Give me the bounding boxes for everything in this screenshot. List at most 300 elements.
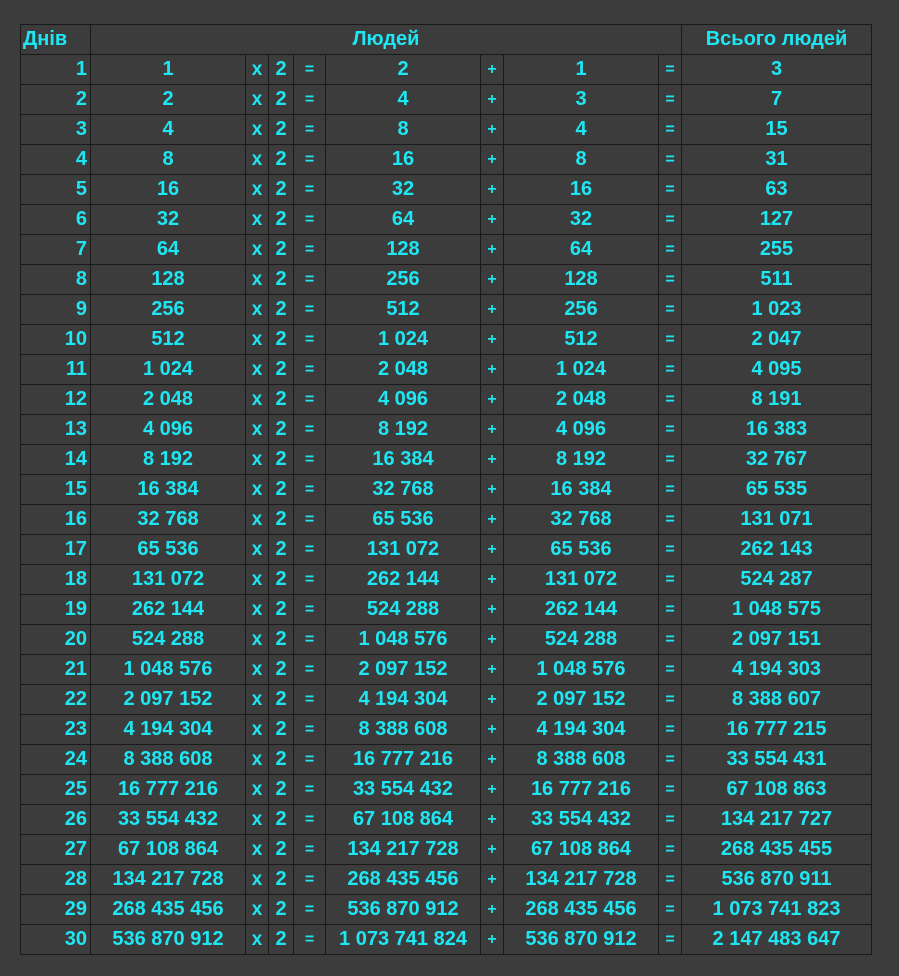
equals-sign: = <box>659 235 682 265</box>
equals-sign: = <box>659 145 682 175</box>
people-cell: 131 072 <box>91 565 246 595</box>
total-cell: 511 <box>682 265 872 295</box>
table-row <box>21 685 872 715</box>
times-sign: х <box>246 565 269 595</box>
day-cell: 23 <box>21 715 91 745</box>
previous-total-cell: 8 192 <box>504 445 659 475</box>
factor-cell: 2 <box>269 895 294 925</box>
table-row <box>21 595 872 625</box>
doubled-cell: 67 108 864 <box>326 805 481 835</box>
day-cell: 17 <box>21 535 91 565</box>
day-cell: 25 <box>21 775 91 805</box>
table-row <box>21 505 872 535</box>
doubled-cell: 32 768 <box>326 475 481 505</box>
plus-sign: + <box>481 115 504 145</box>
equals-sign: = <box>294 385 326 415</box>
table-row <box>21 205 872 235</box>
equals-sign: = <box>659 565 682 595</box>
times-sign: х <box>246 505 269 535</box>
plus-sign: + <box>481 445 504 475</box>
equals-sign: = <box>294 325 326 355</box>
day-cell: 24 <box>21 745 91 775</box>
plus-sign: + <box>481 655 504 685</box>
people-cell: 8 <box>91 145 246 175</box>
times-sign: х <box>246 835 269 865</box>
equals-sign: = <box>659 355 682 385</box>
previous-total-cell: 32 <box>504 205 659 235</box>
plus-sign: + <box>481 535 504 565</box>
total-cell: 131 071 <box>682 505 872 535</box>
previous-total-cell: 524 288 <box>504 625 659 655</box>
factor-cell: 2 <box>269 415 294 445</box>
times-sign: х <box>246 805 269 835</box>
total-cell: 3 <box>682 55 872 85</box>
people-cell: 256 <box>91 295 246 325</box>
factor-cell: 2 <box>269 55 294 85</box>
total-cell: 524 287 <box>682 565 872 595</box>
factor-cell: 2 <box>269 325 294 355</box>
total-cell: 65 535 <box>682 475 872 505</box>
table-row <box>21 325 872 355</box>
factor-cell: 2 <box>269 265 294 295</box>
equals-sign: = <box>294 625 326 655</box>
times-sign: х <box>246 685 269 715</box>
table-row <box>21 895 872 925</box>
day-cell: 30 <box>21 925 91 955</box>
doubled-cell: 8 388 608 <box>326 715 481 745</box>
doubled-cell: 64 <box>326 205 481 235</box>
people-cell: 33 554 432 <box>91 805 246 835</box>
times-sign: х <box>246 925 269 955</box>
table-row <box>21 445 872 475</box>
equals-sign: = <box>659 55 682 85</box>
people-cell: 67 108 864 <box>91 835 246 865</box>
times-sign: х <box>246 655 269 685</box>
doubled-cell: 256 <box>326 265 481 295</box>
equals-sign: = <box>294 355 326 385</box>
table-row <box>21 535 872 565</box>
doubling-table <box>20 24 872 955</box>
plus-sign: + <box>481 325 504 355</box>
equals-sign: = <box>294 535 326 565</box>
day-cell: 14 <box>21 445 91 475</box>
total-cell: 4 194 303 <box>682 655 872 685</box>
day-cell: 3 <box>21 115 91 145</box>
day-cell: 11 <box>21 355 91 385</box>
previous-total-cell: 1 024 <box>504 355 659 385</box>
total-cell: 63 <box>682 175 872 205</box>
equals-sign: = <box>659 595 682 625</box>
table-row <box>21 925 872 955</box>
times-sign: х <box>246 55 269 85</box>
equals-sign: = <box>659 475 682 505</box>
equals-sign: = <box>659 325 682 355</box>
day-cell: 26 <box>21 805 91 835</box>
factor-cell: 2 <box>269 805 294 835</box>
table-row <box>21 175 872 205</box>
day-cell: 15 <box>21 475 91 505</box>
plus-sign: + <box>481 595 504 625</box>
day-cell: 28 <box>21 865 91 895</box>
table-row <box>21 865 872 895</box>
times-sign: х <box>246 205 269 235</box>
total-cell: 262 143 <box>682 535 872 565</box>
total-cell: 536 870 911 <box>682 865 872 895</box>
day-cell: 22 <box>21 685 91 715</box>
times-sign: х <box>246 295 269 325</box>
equals-sign: = <box>659 175 682 205</box>
day-cell: 13 <box>21 415 91 445</box>
plus-sign: + <box>481 145 504 175</box>
header-people: Людей <box>91 25 682 55</box>
table-row <box>21 145 872 175</box>
factor-cell: 2 <box>269 715 294 745</box>
equals-sign: = <box>294 595 326 625</box>
doubled-cell: 16 <box>326 145 481 175</box>
times-sign: х <box>246 895 269 925</box>
doubled-cell: 8 <box>326 115 481 145</box>
total-cell: 127 <box>682 205 872 235</box>
total-cell: 4 095 <box>682 355 872 385</box>
equals-sign: = <box>659 265 682 295</box>
factor-cell: 2 <box>269 475 294 505</box>
times-sign: х <box>246 385 269 415</box>
previous-total-cell: 8 <box>504 145 659 175</box>
factor-cell: 2 <box>269 85 294 115</box>
previous-total-cell: 1 048 576 <box>504 655 659 685</box>
factor-cell: 2 <box>269 235 294 265</box>
table-row <box>21 715 872 745</box>
people-cell: 16 777 216 <box>91 775 246 805</box>
doubled-cell: 2 048 <box>326 355 481 385</box>
total-cell: 32 767 <box>682 445 872 475</box>
equals-sign: = <box>294 565 326 595</box>
times-sign: х <box>246 175 269 205</box>
header-total: Всього людей <box>682 25 872 55</box>
equals-sign: = <box>659 115 682 145</box>
plus-sign: + <box>481 205 504 235</box>
times-sign: х <box>246 475 269 505</box>
table-row <box>21 475 872 505</box>
previous-total-cell: 16 777 216 <box>504 775 659 805</box>
equals-sign: = <box>294 505 326 535</box>
day-cell: 20 <box>21 625 91 655</box>
doubled-cell: 536 870 912 <box>326 895 481 925</box>
equals-sign: = <box>294 235 326 265</box>
people-cell: 2 048 <box>91 385 246 415</box>
previous-total-cell: 268 435 456 <box>504 895 659 925</box>
factor-cell: 2 <box>269 745 294 775</box>
factor-cell: 2 <box>269 775 294 805</box>
equals-sign: = <box>659 715 682 745</box>
day-cell: 10 <box>21 325 91 355</box>
equals-sign: = <box>294 145 326 175</box>
total-cell: 268 435 455 <box>682 835 872 865</box>
factor-cell: 2 <box>269 505 294 535</box>
equals-sign: = <box>294 445 326 475</box>
people-cell: 4 096 <box>91 415 246 445</box>
equals-sign: = <box>294 745 326 775</box>
equals-sign: = <box>294 85 326 115</box>
times-sign: х <box>246 445 269 475</box>
people-cell: 4 <box>91 115 246 145</box>
total-cell: 31 <box>682 145 872 175</box>
day-cell: 5 <box>21 175 91 205</box>
total-cell: 16 777 215 <box>682 715 872 745</box>
table-row <box>21 265 872 295</box>
people-cell: 16 384 <box>91 475 246 505</box>
previous-total-cell: 1 <box>504 55 659 85</box>
plus-sign: + <box>481 55 504 85</box>
factor-cell: 2 <box>269 445 294 475</box>
equals-sign: = <box>659 925 682 955</box>
previous-total-cell: 64 <box>504 235 659 265</box>
table-row <box>21 115 872 145</box>
equals-sign: = <box>294 295 326 325</box>
plus-sign: + <box>481 265 504 295</box>
times-sign: х <box>246 535 269 565</box>
plus-sign: + <box>481 295 504 325</box>
people-cell: 2 097 152 <box>91 685 246 715</box>
plus-sign: + <box>481 895 504 925</box>
doubled-cell: 262 144 <box>326 565 481 595</box>
previous-total-cell: 536 870 912 <box>504 925 659 955</box>
day-cell: 9 <box>21 295 91 325</box>
factor-cell: 2 <box>269 115 294 145</box>
previous-total-cell: 3 <box>504 85 659 115</box>
doubled-cell: 33 554 432 <box>326 775 481 805</box>
plus-sign: + <box>481 745 504 775</box>
equals-sign: = <box>659 895 682 925</box>
doubled-cell: 2 097 152 <box>326 655 481 685</box>
previous-total-cell: 2 048 <box>504 385 659 415</box>
equals-sign: = <box>659 865 682 895</box>
doubled-cell: 134 217 728 <box>326 835 481 865</box>
day-cell: 29 <box>21 895 91 925</box>
table-row <box>21 565 872 595</box>
doubled-cell: 4 194 304 <box>326 685 481 715</box>
plus-sign: + <box>481 355 504 385</box>
plus-sign: + <box>481 715 504 745</box>
times-sign: х <box>246 355 269 385</box>
plus-sign: + <box>481 505 504 535</box>
people-cell: 2 <box>91 85 246 115</box>
doubled-cell: 4 096 <box>326 385 481 415</box>
doubled-cell: 1 048 576 <box>326 625 481 655</box>
factor-cell: 2 <box>269 355 294 385</box>
factor-cell: 2 <box>269 865 294 895</box>
equals-sign: = <box>659 85 682 115</box>
factor-cell: 2 <box>269 925 294 955</box>
previous-total-cell: 512 <box>504 325 659 355</box>
factor-cell: 2 <box>269 175 294 205</box>
table-row <box>21 655 872 685</box>
equals-sign: = <box>659 385 682 415</box>
total-cell: 33 554 431 <box>682 745 872 775</box>
previous-total-cell: 128 <box>504 265 659 295</box>
times-sign: х <box>246 625 269 655</box>
equals-sign: = <box>659 835 682 865</box>
table-row <box>21 385 872 415</box>
doubled-cell: 65 536 <box>326 505 481 535</box>
table-row <box>21 775 872 805</box>
doubled-cell: 16 777 216 <box>326 745 481 775</box>
equals-sign: = <box>294 175 326 205</box>
people-cell: 268 435 456 <box>91 895 246 925</box>
equals-sign: = <box>294 265 326 295</box>
table-wrapper <box>20 24 872 955</box>
table-row <box>21 835 872 865</box>
people-cell: 512 <box>91 325 246 355</box>
times-sign: х <box>246 415 269 445</box>
equals-sign: = <box>294 475 326 505</box>
equals-sign: = <box>294 925 326 955</box>
table-row <box>21 415 872 445</box>
people-cell: 1 048 576 <box>91 655 246 685</box>
times-sign: х <box>246 265 269 295</box>
total-cell: 7 <box>682 85 872 115</box>
equals-sign: = <box>294 415 326 445</box>
equals-sign: = <box>659 685 682 715</box>
times-sign: х <box>246 115 269 145</box>
doubled-cell: 4 <box>326 85 481 115</box>
factor-cell: 2 <box>269 685 294 715</box>
people-cell: 8 388 608 <box>91 745 246 775</box>
equals-sign: = <box>659 625 682 655</box>
factor-cell: 2 <box>269 385 294 415</box>
equals-sign: = <box>294 865 326 895</box>
plus-sign: + <box>481 835 504 865</box>
day-cell: 21 <box>21 655 91 685</box>
total-cell: 8 388 607 <box>682 685 872 715</box>
equals-sign: = <box>659 205 682 235</box>
factor-cell: 2 <box>269 295 294 325</box>
people-cell: 8 192 <box>91 445 246 475</box>
factor-cell: 2 <box>269 145 294 175</box>
total-cell: 8 191 <box>682 385 872 415</box>
equals-sign: = <box>659 805 682 835</box>
table-row <box>21 625 872 655</box>
doubled-cell: 1 024 <box>326 325 481 355</box>
times-sign: х <box>246 775 269 805</box>
previous-total-cell: 65 536 <box>504 535 659 565</box>
times-sign: х <box>246 235 269 265</box>
doubled-cell: 268 435 456 <box>326 865 481 895</box>
previous-total-cell: 131 072 <box>504 565 659 595</box>
table-row <box>21 805 872 835</box>
factor-cell: 2 <box>269 835 294 865</box>
day-cell: 7 <box>21 235 91 265</box>
factor-cell: 2 <box>269 565 294 595</box>
people-cell: 1 <box>91 55 246 85</box>
table-row <box>21 235 872 265</box>
plus-sign: + <box>481 175 504 205</box>
equals-sign: = <box>294 655 326 685</box>
equals-sign: = <box>294 205 326 235</box>
table-row <box>21 745 872 775</box>
total-cell: 15 <box>682 115 872 145</box>
plus-sign: + <box>481 625 504 655</box>
total-cell: 1 023 <box>682 295 872 325</box>
total-cell: 2 147 483 647 <box>682 925 872 955</box>
plus-sign: + <box>481 415 504 445</box>
total-cell: 1 048 575 <box>682 595 872 625</box>
total-cell: 2 097 151 <box>682 625 872 655</box>
plus-sign: + <box>481 775 504 805</box>
people-cell: 16 <box>91 175 246 205</box>
day-cell: 8 <box>21 265 91 295</box>
equals-sign: = <box>294 805 326 835</box>
day-cell: 18 <box>21 565 91 595</box>
header-row <box>21 25 872 55</box>
equals-sign: = <box>659 655 682 685</box>
people-cell: 32 768 <box>91 505 246 535</box>
equals-sign: = <box>659 775 682 805</box>
doubled-cell: 32 <box>326 175 481 205</box>
times-sign: х <box>246 715 269 745</box>
people-cell: 128 <box>91 265 246 295</box>
previous-total-cell: 8 388 608 <box>504 745 659 775</box>
equals-sign: = <box>659 445 682 475</box>
equals-sign: = <box>294 715 326 745</box>
times-sign: х <box>246 85 269 115</box>
factor-cell: 2 <box>269 655 294 685</box>
equals-sign: = <box>294 775 326 805</box>
doubled-cell: 16 384 <box>326 445 481 475</box>
total-cell: 255 <box>682 235 872 265</box>
total-cell: 134 217 727 <box>682 805 872 835</box>
people-cell: 32 <box>91 205 246 235</box>
times-sign: х <box>246 865 269 895</box>
total-cell: 2 047 <box>682 325 872 355</box>
day-cell: 19 <box>21 595 91 625</box>
previous-total-cell: 2 097 152 <box>504 685 659 715</box>
plus-sign: + <box>481 805 504 835</box>
previous-total-cell: 256 <box>504 295 659 325</box>
plus-sign: + <box>481 475 504 505</box>
people-cell: 65 536 <box>91 535 246 565</box>
table-row <box>21 355 872 385</box>
previous-total-cell: 134 217 728 <box>504 865 659 895</box>
previous-total-cell: 4 194 304 <box>504 715 659 745</box>
day-cell: 4 <box>21 145 91 175</box>
factor-cell: 2 <box>269 535 294 565</box>
factor-cell: 2 <box>269 205 294 235</box>
day-cell: 2 <box>21 85 91 115</box>
equals-sign: = <box>659 295 682 325</box>
day-cell: 12 <box>21 385 91 415</box>
equals-sign: = <box>659 415 682 445</box>
previous-total-cell: 16 <box>504 175 659 205</box>
total-cell: 16 383 <box>682 415 872 445</box>
equals-sign: = <box>659 505 682 535</box>
doubled-cell: 512 <box>326 295 481 325</box>
total-cell: 1 073 741 823 <box>682 895 872 925</box>
previous-total-cell: 32 768 <box>504 505 659 535</box>
people-cell: 4 194 304 <box>91 715 246 745</box>
previous-total-cell: 33 554 432 <box>504 805 659 835</box>
plus-sign: + <box>481 865 504 895</box>
previous-total-cell: 4 <box>504 115 659 145</box>
day-cell: 6 <box>21 205 91 235</box>
previous-total-cell: 67 108 864 <box>504 835 659 865</box>
total-cell: 67 108 863 <box>682 775 872 805</box>
plus-sign: + <box>481 85 504 115</box>
people-cell: 64 <box>91 235 246 265</box>
plus-sign: + <box>481 385 504 415</box>
plus-sign: + <box>481 685 504 715</box>
previous-total-cell: 16 384 <box>504 475 659 505</box>
